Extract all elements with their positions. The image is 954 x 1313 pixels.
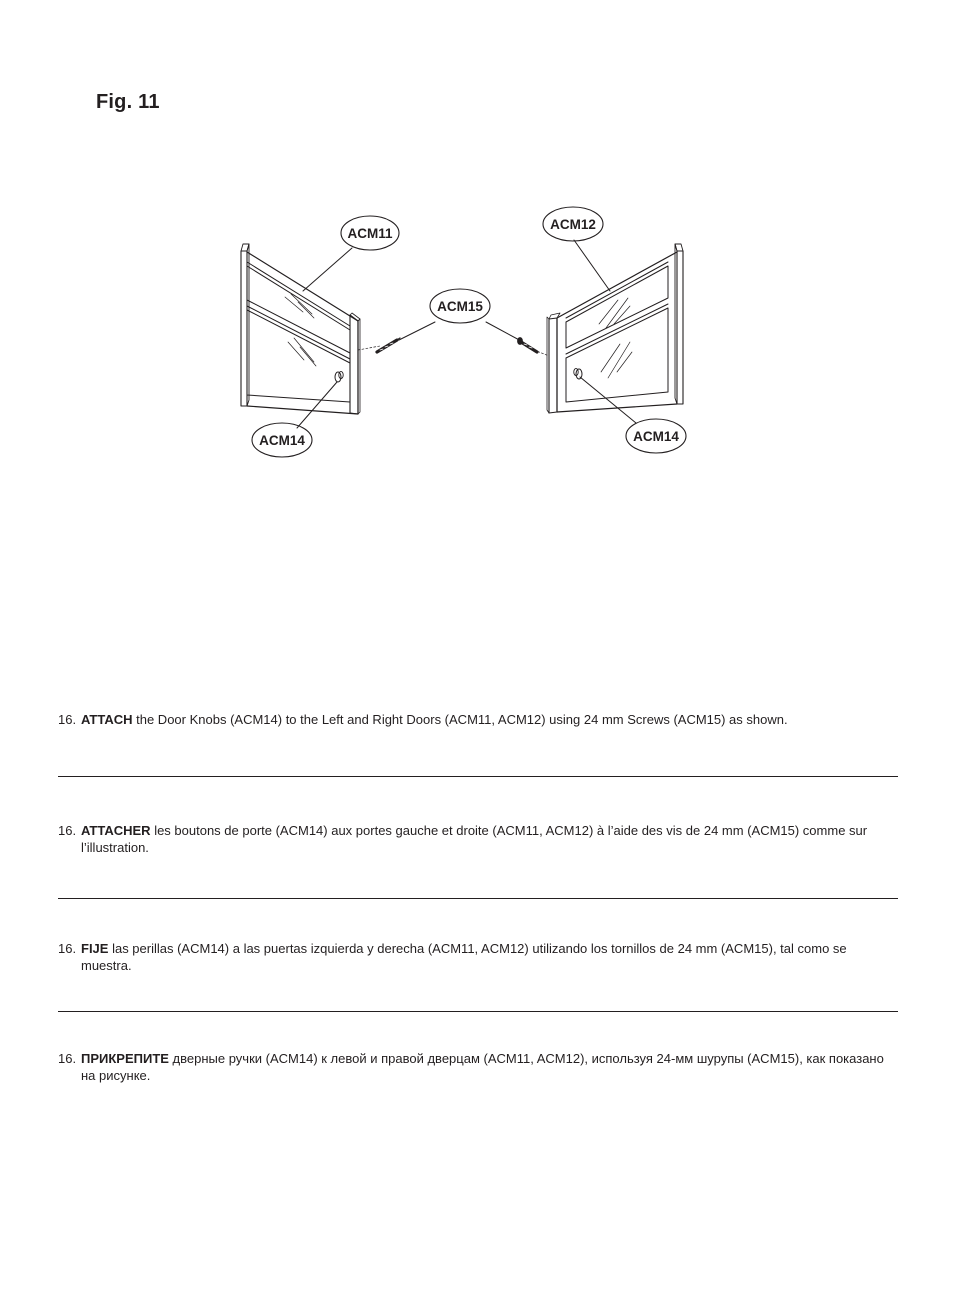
step-number: 16. — [58, 1051, 77, 1066]
instruction-verb: ATTACHER — [81, 823, 151, 838]
instruction-body — [81, 711, 898, 728]
left-door-drawing — [241, 244, 380, 414]
instruction-body — [81, 1050, 898, 1084]
instruction-text: las perillas (ACM14) a las puertas izquierda y derecha (ACM11, ACM12) utilizando los tornillos de 24 mm (ACM15), tal como se muestra. — [81, 941, 847, 973]
right-door-drawing — [534, 244, 683, 413]
instruction-russian — [58, 1050, 898, 1084]
divider — [58, 898, 898, 899]
instruction-english — [58, 711, 898, 728]
step-number: 16. — [58, 941, 77, 956]
callout-acm14-left: ACM14 — [259, 433, 305, 448]
assembly-diagram — [0, 0, 954, 520]
instruction-text: the Door Knobs (ACM14) to the Left and Right Doors (ACM11, ACM12) using 24 mm Screws (ACM15) as shown. — [132, 712, 788, 727]
instruction-verb: FIJE — [81, 941, 109, 956]
instruction-body — [81, 822, 898, 856]
step-number: 16. — [58, 712, 77, 727]
instruction-verb: ПРИКРЕПИТЕ — [81, 1051, 169, 1066]
instruction-french — [58, 822, 898, 856]
divider — [58, 776, 898, 777]
step-number: 16. — [58, 823, 77, 838]
figure-title: Fig. 11 — [96, 91, 160, 113]
callout-acm14-right: ACM14 — [633, 429, 679, 444]
callout-acm11: ACM11 — [347, 226, 393, 241]
divider — [58, 1011, 898, 1012]
instruction-body — [81, 940, 898, 974]
callout-acm15: ACM15 — [437, 299, 483, 314]
left-screw-drawing — [377, 338, 400, 352]
instruction-spanish — [58, 940, 898, 974]
instruction-text: les boutons de porte (ACM14) aux portes gauche et droite (ACM11, ACM12) à l’aide des vis de 24 mm (ACM15) comme sur l’illustration. — [81, 823, 868, 855]
right-screw-drawing — [518, 338, 538, 353]
callout-acm12: ACM12 — [550, 217, 596, 232]
instruction-text: дверные ручки (ACM14) к левой и правой дверцам (ACM11, ACM12), используя 24-мм шурупы (ACM15), как показано на рисунке. — [81, 1051, 884, 1083]
instruction-verb: ATTACH — [81, 712, 133, 727]
